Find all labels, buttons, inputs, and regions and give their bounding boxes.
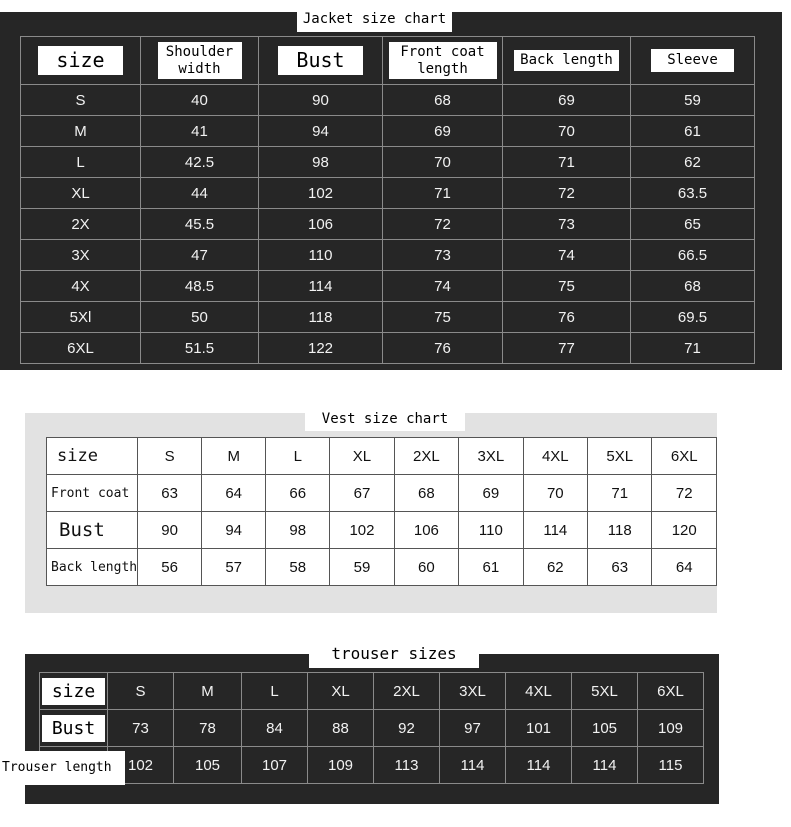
- jacket-cell: 102: [259, 178, 383, 209]
- trouser-size-row: [40, 673, 704, 710]
- trouser-cell: L: [242, 673, 308, 710]
- trouser-cell: 92: [374, 710, 440, 747]
- trouser-cell: 109: [638, 710, 704, 747]
- jacket-chart-title: Jacket size chart: [297, 6, 452, 32]
- trouser-cell: 109: [308, 747, 374, 784]
- vest-cell: 120: [652, 512, 717, 549]
- vest-front-coat-row: [47, 475, 717, 512]
- jacket-cell: 41: [141, 116, 259, 147]
- jacket-cell: 98: [259, 147, 383, 178]
- jacket-row: [21, 240, 755, 271]
- jacket-cell: 6XL: [21, 333, 141, 364]
- jacket-cell: 71: [503, 147, 631, 178]
- trouser-cell: M: [174, 673, 242, 710]
- vest-cell: 114: [523, 512, 587, 549]
- vest-row-label: Back length: [47, 549, 138, 586]
- jacket-cell: 70: [383, 147, 503, 178]
- vest-row-label: Front coat: [47, 475, 138, 512]
- vest-cell: 63: [138, 475, 202, 512]
- trouser-cell: S: [108, 673, 174, 710]
- trouser-cell: 102: [108, 747, 174, 784]
- jacket-cell: 106: [259, 209, 383, 240]
- trouser-cell: 2XL: [374, 673, 440, 710]
- vest-bust-row: [47, 512, 717, 549]
- jacket-header-cell: Back length: [503, 37, 631, 85]
- jacket-cell: 5Xl: [21, 302, 141, 333]
- vest-cell: 62: [523, 549, 587, 586]
- jacket-cell: 44: [141, 178, 259, 209]
- jacket-cell: S: [21, 85, 141, 116]
- jacket-row: [21, 209, 755, 240]
- jacket-cell: 73: [503, 209, 631, 240]
- trouser-cell: 5XL: [572, 673, 638, 710]
- jacket-cell: 47: [141, 240, 259, 271]
- trouser-cell: 107: [242, 747, 308, 784]
- trouser-table: [39, 672, 704, 784]
- vest-cell: 56: [138, 549, 202, 586]
- jacket-cell: 62: [631, 147, 755, 178]
- vest-size-chart: [25, 413, 717, 613]
- jacket-cell: 68: [383, 85, 503, 116]
- jacket-cell: 4X: [21, 271, 141, 302]
- trouser-cell: XL: [308, 673, 374, 710]
- jacket-row: [21, 116, 755, 147]
- vest-cell: 66: [266, 475, 330, 512]
- vest-cell: 90: [138, 512, 202, 549]
- trouser-cell: 114: [440, 747, 506, 784]
- jacket-row: [21, 147, 755, 178]
- jacket-cell: 71: [383, 178, 503, 209]
- vest-cell: 70: [523, 475, 587, 512]
- trouser-bust-row: [40, 710, 704, 747]
- jacket-header-cell: Sleeve: [631, 37, 755, 85]
- jacket-cell: 63.5: [631, 178, 755, 209]
- trouser-cell: 78: [174, 710, 242, 747]
- jacket-row: [21, 302, 755, 333]
- jacket-cell: 69.5: [631, 302, 755, 333]
- vest-size-row: [47, 438, 717, 475]
- jacket-row: [21, 271, 755, 302]
- jacket-header-cell: Shoulder width: [141, 37, 259, 85]
- jacket-header-cell: size: [21, 37, 141, 85]
- jacket-table: [20, 36, 755, 364]
- jacket-cell: L: [21, 147, 141, 178]
- vest-row-label: size: [47, 438, 138, 475]
- vest-cell: S: [138, 438, 202, 475]
- trouser-cell: 101: [506, 710, 572, 747]
- trouser-row-label: Bust: [40, 710, 108, 747]
- vest-cell: 2XL: [394, 438, 458, 475]
- vest-cell: M: [202, 438, 266, 475]
- jacket-cell: 69: [383, 116, 503, 147]
- jacket-cell: 42.5: [141, 147, 259, 178]
- jacket-cell: 66.5: [631, 240, 755, 271]
- vest-cell: 69: [459, 475, 523, 512]
- jacket-cell: 72: [383, 209, 503, 240]
- jacket-cell: M: [21, 116, 141, 147]
- jacket-cell: 48.5: [141, 271, 259, 302]
- vest-cell: 118: [588, 512, 652, 549]
- jacket-cell: 50: [141, 302, 259, 333]
- vest-cell: 61: [459, 549, 523, 586]
- jacket-cell: XL: [21, 178, 141, 209]
- jacket-cell: 61: [631, 116, 755, 147]
- vest-cell: 64: [652, 549, 717, 586]
- jacket-cell: 70: [503, 116, 631, 147]
- jacket-cell: 90: [259, 85, 383, 116]
- jacket-header-cell: Front coat length: [383, 37, 503, 85]
- trouser-cell: 113: [374, 747, 440, 784]
- vest-cell: 6XL: [652, 438, 717, 475]
- jacket-cell: 75: [503, 271, 631, 302]
- trouser-cell: 84: [242, 710, 308, 747]
- vest-cell: 110: [459, 512, 523, 549]
- vest-cell: 63: [588, 549, 652, 586]
- jacket-cell: 110: [259, 240, 383, 271]
- jacket-cell: 76: [503, 302, 631, 333]
- vest-chart-title: Vest size chart: [305, 407, 465, 431]
- jacket-cell: 59: [631, 85, 755, 116]
- vest-cell: 98: [266, 512, 330, 549]
- jacket-cell: 76: [383, 333, 503, 364]
- vest-cell: 3XL: [459, 438, 523, 475]
- trouser-cell: 97: [440, 710, 506, 747]
- trouser-cell: 114: [572, 747, 638, 784]
- vest-cell: XL: [330, 438, 394, 475]
- jacket-size-chart: [0, 12, 782, 370]
- vest-cell: 64: [202, 475, 266, 512]
- jacket-cell: 118: [259, 302, 383, 333]
- vest-cell: 59: [330, 549, 394, 586]
- vest-row-label: Bust: [47, 512, 138, 549]
- trouser-cell: 114: [506, 747, 572, 784]
- jacket-cell: 77: [503, 333, 631, 364]
- jacket-cell: 3X: [21, 240, 141, 271]
- vest-cell: 5XL: [588, 438, 652, 475]
- trouser-cell: 115: [638, 747, 704, 784]
- vest-cell: 60: [394, 549, 458, 586]
- vest-cell: L: [266, 438, 330, 475]
- jacket-cell: 65: [631, 209, 755, 240]
- vest-table: [46, 437, 717, 586]
- jacket-cell: 114: [259, 271, 383, 302]
- vest-cell: 102: [330, 512, 394, 549]
- jacket-header-cell: Bust: [259, 37, 383, 85]
- jacket-cell: 74: [383, 271, 503, 302]
- vest-cell: 71: [588, 475, 652, 512]
- trouser-length-row: [40, 747, 704, 784]
- vest-back-length-row: [47, 549, 717, 586]
- jacket-cell: 74: [503, 240, 631, 271]
- jacket-cell: 94: [259, 116, 383, 147]
- trouser-cell: 105: [572, 710, 638, 747]
- jacket-cell: 72: [503, 178, 631, 209]
- jacket-cell: 73: [383, 240, 503, 271]
- trouser-cell: 6XL: [638, 673, 704, 710]
- trouser-size-chart: [25, 644, 719, 804]
- trouser-cell: 73: [108, 710, 174, 747]
- jacket-cell: 2X: [21, 209, 141, 240]
- jacket-row: [21, 85, 755, 116]
- jacket-header-row: [21, 37, 755, 85]
- vest-cell: 68: [394, 475, 458, 512]
- jacket-cell: 68: [631, 271, 755, 302]
- jacket-row: [21, 333, 755, 364]
- trouser-cell: 3XL: [440, 673, 506, 710]
- trouser-row-label: size: [40, 673, 108, 710]
- trouser-chart-title: trouser sizes: [309, 640, 479, 668]
- jacket-cell: 69: [503, 85, 631, 116]
- vest-cell: 94: [202, 512, 266, 549]
- vest-cell: 58: [266, 549, 330, 586]
- trouser-cell: 4XL: [506, 673, 572, 710]
- trouser-row-label: Trouser length: [0, 751, 125, 785]
- vest-cell: 57: [202, 549, 266, 586]
- jacket-cell: 45.5: [141, 209, 259, 240]
- vest-cell: 67: [330, 475, 394, 512]
- jacket-cell: 71: [631, 333, 755, 364]
- jacket-cell: 51.5: [141, 333, 259, 364]
- vest-cell: 4XL: [523, 438, 587, 475]
- jacket-row: [21, 178, 755, 209]
- trouser-cell: 105: [174, 747, 242, 784]
- vest-cell: 72: [652, 475, 717, 512]
- jacket-cell: 40: [141, 85, 259, 116]
- vest-cell: 106: [394, 512, 458, 549]
- jacket-cell: 75: [383, 302, 503, 333]
- trouser-cell: 88: [308, 710, 374, 747]
- jacket-cell: 122: [259, 333, 383, 364]
